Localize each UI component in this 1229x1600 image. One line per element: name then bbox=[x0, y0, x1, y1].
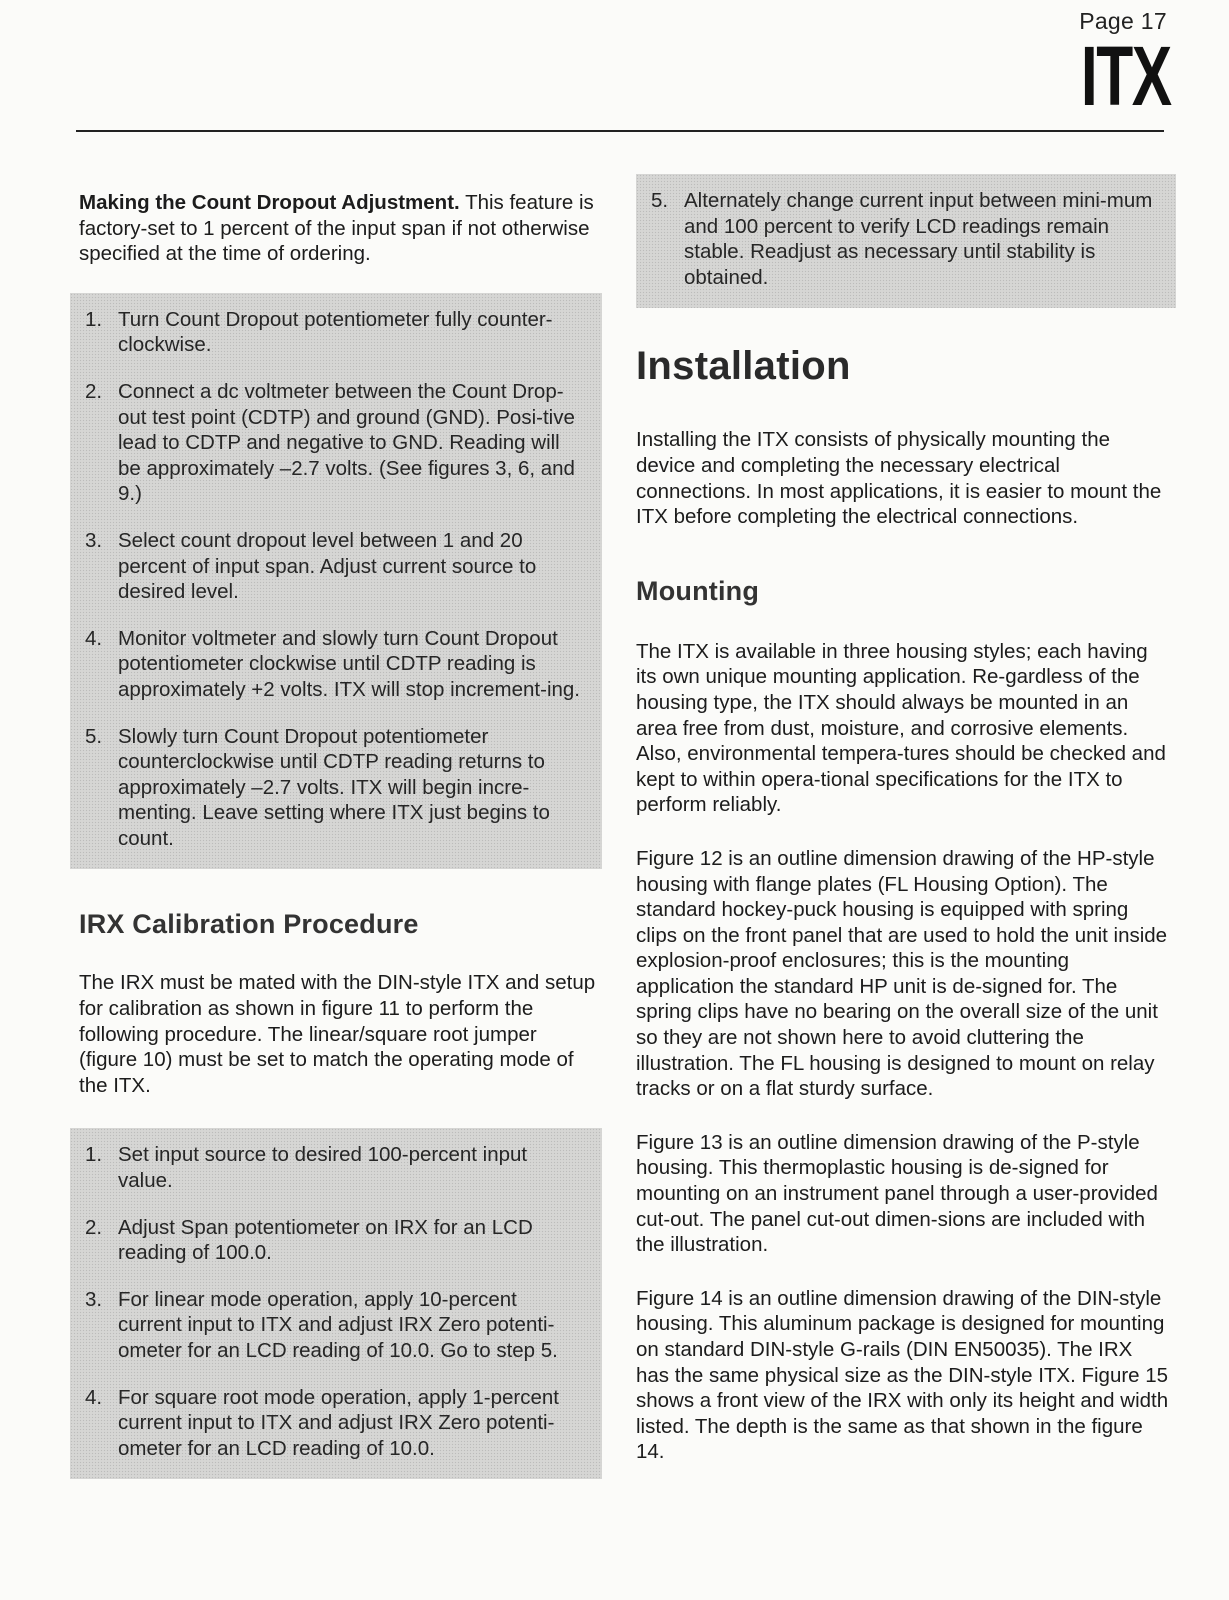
step-text: Monitor voltmeter and slowly turn Count Dropout potentiometer clockwise until CDTP reading is approximately +2 volts. ITX will stop increment-ing. bbox=[118, 626, 581, 701]
page-header bbox=[0, 0, 1229, 140]
step-number: 4. bbox=[85, 1385, 103, 1409]
dropout-steps-box bbox=[70, 293, 602, 870]
mounting-heading: Mounting bbox=[636, 575, 760, 606]
mounting-paragraph: The ITX is available in three housing styles; each having its own unique mounting application. Re-gardless of the housing type, the ITX should always be mounted in an area free from dust, moisture, and corrosive elements. Also, environmental tempera-tures should be checked and kept to within opera-tional specifications for the ITX to perform reliably. bbox=[636, 639, 1166, 817]
step-number: 4. bbox=[85, 626, 103, 650]
step-number: 5. bbox=[85, 724, 103, 748]
count-dropout-lead: Making the Count Dropout Adjustment. bbox=[79, 191, 460, 214]
irx-step bbox=[80, 1142, 584, 1193]
left-column bbox=[70, 178, 602, 1479]
step-text: Select count dropout level between 1 and 20 percent of input span. Adjust current source to desired level. bbox=[118, 528, 537, 604]
dropout-step bbox=[80, 724, 584, 852]
installation-text: Installing the ITX consists of physically mounting the device and completing the necessary electrical connections. In most applications, it is easier to mount the ITX before completing the electrical connections. bbox=[636, 428, 1162, 529]
irx-step bbox=[80, 1215, 584, 1266]
mounting-paragraph: Figure 12 is an outline dimension drawing of the HP-style housing with flange plates (FL Housing Option). The standard hockey-puck housing is equipped with spring clips on the front panel that are used to hold the unit inside explosion-proof enclosures; this is the mounting application the standard HP unit is de-signed for. The spring clips have no bearing on the overall size of the unit so they are not shown here to avoid cluttering the illustration. The FL housing is designed to mount on relay tracks or on a flat sturdy surface. bbox=[636, 846, 1168, 1101]
irx-step5-box bbox=[636, 174, 1176, 308]
irx-calibration-text: The IRX must be mated with the DIN-style ITX and setup for calibration as shown in figure 11 to perform the following procedure. The linear/square root jumper (figure 10) must be set to match the operating mode of the ITX. bbox=[79, 971, 596, 1097]
step-number: 3. bbox=[85, 528, 103, 552]
irx-step bbox=[646, 188, 1158, 290]
dropout-step bbox=[80, 528, 584, 605]
header-rule bbox=[76, 130, 1164, 132]
irx-calibration-heading: IRX Calibration Procedure bbox=[79, 909, 419, 940]
step-number: 3. bbox=[85, 1287, 103, 1311]
brand-title: ITX bbox=[1081, 29, 1171, 123]
step-number: 5. bbox=[651, 189, 669, 212]
dropout-step bbox=[80, 307, 584, 358]
step-number: 1. bbox=[85, 1143, 103, 1167]
step-text: For linear mode operation, apply 10-percent current input to ITX and adjust IRX Zero potenti-ometer for an LCD reading of 10.0. Go to step 5. bbox=[118, 1287, 558, 1362]
count-dropout-intro-text: This feature is factory-set to 1 percent of the input span if not otherwise specified at the time of ordering. bbox=[79, 191, 594, 266]
irx-steps-box bbox=[70, 1128, 602, 1479]
irx-step bbox=[80, 1287, 584, 1364]
step-text: Turn Count Dropout potentiometer fully counter-clockwise. bbox=[118, 307, 553, 357]
step-text: For square root mode operation, apply 1-percent current input to ITX and adjust IRX Zero potenti-ometer for an LCD reading of 10.0. bbox=[118, 1385, 560, 1460]
step-number: 2. bbox=[85, 379, 103, 403]
irx-step bbox=[80, 1385, 584, 1462]
dropout-step bbox=[80, 379, 584, 507]
step-text: Connect a dc voltmeter between the Count Drop-out test point (CDTP) and ground (GND). Posi-tive lead to CDTP and negative to GND. Reading will be approximately –2.7 volts. (See figures 3, 6, and 9.) bbox=[118, 379, 575, 506]
installation-heading: Installation bbox=[636, 344, 851, 389]
right-column bbox=[636, 178, 1168, 1465]
step-text: Alternately change current input between mini-mum and 100 percent to verify LCD readings remain stable. Readjust as necessary until stability is obtained. bbox=[684, 189, 1153, 289]
mounting-paragraph: Figure 13 is an outline dimension drawing of the P-style housing. This thermoplastic housing is de-signed for mounting on an instrument panel through a user-provided cut-out. The panel cut-out dimen-sions are included with the illustration. bbox=[636, 1130, 1158, 1257]
step-number: 1. bbox=[85, 307, 103, 331]
page-number: Page 17 bbox=[1079, 8, 1167, 34]
step-text: Set input source to desired 100-percent input value. bbox=[118, 1143, 528, 1193]
step-text: Slowly turn Count Dropout potentiometer counterclockwise until CDTP reading returns to approximately –2.7 volts. ITX will begin incre-menting. Leave setting where ITX just begins to count. bbox=[118, 724, 550, 850]
step-text: Adjust Span potentiometer on IRX for an LCD reading of 100.0. bbox=[118, 1215, 533, 1265]
dropout-step bbox=[80, 626, 584, 703]
step-number: 2. bbox=[85, 1215, 103, 1239]
count-dropout-intro bbox=[79, 190, 599, 267]
mounting-paragraph: Figure 14 is an outline dimension drawing of the DIN-style housing. This aluminum package is designed for mounting on standard DIN-style G-rails (DIN EN50035). The IRX has the same physical size as the DIN-style ITX. Figure 15 shows a front view of the IRX with only its height and width listed. The depth is the same as that shown in the figure 14. bbox=[636, 1286, 1169, 1464]
